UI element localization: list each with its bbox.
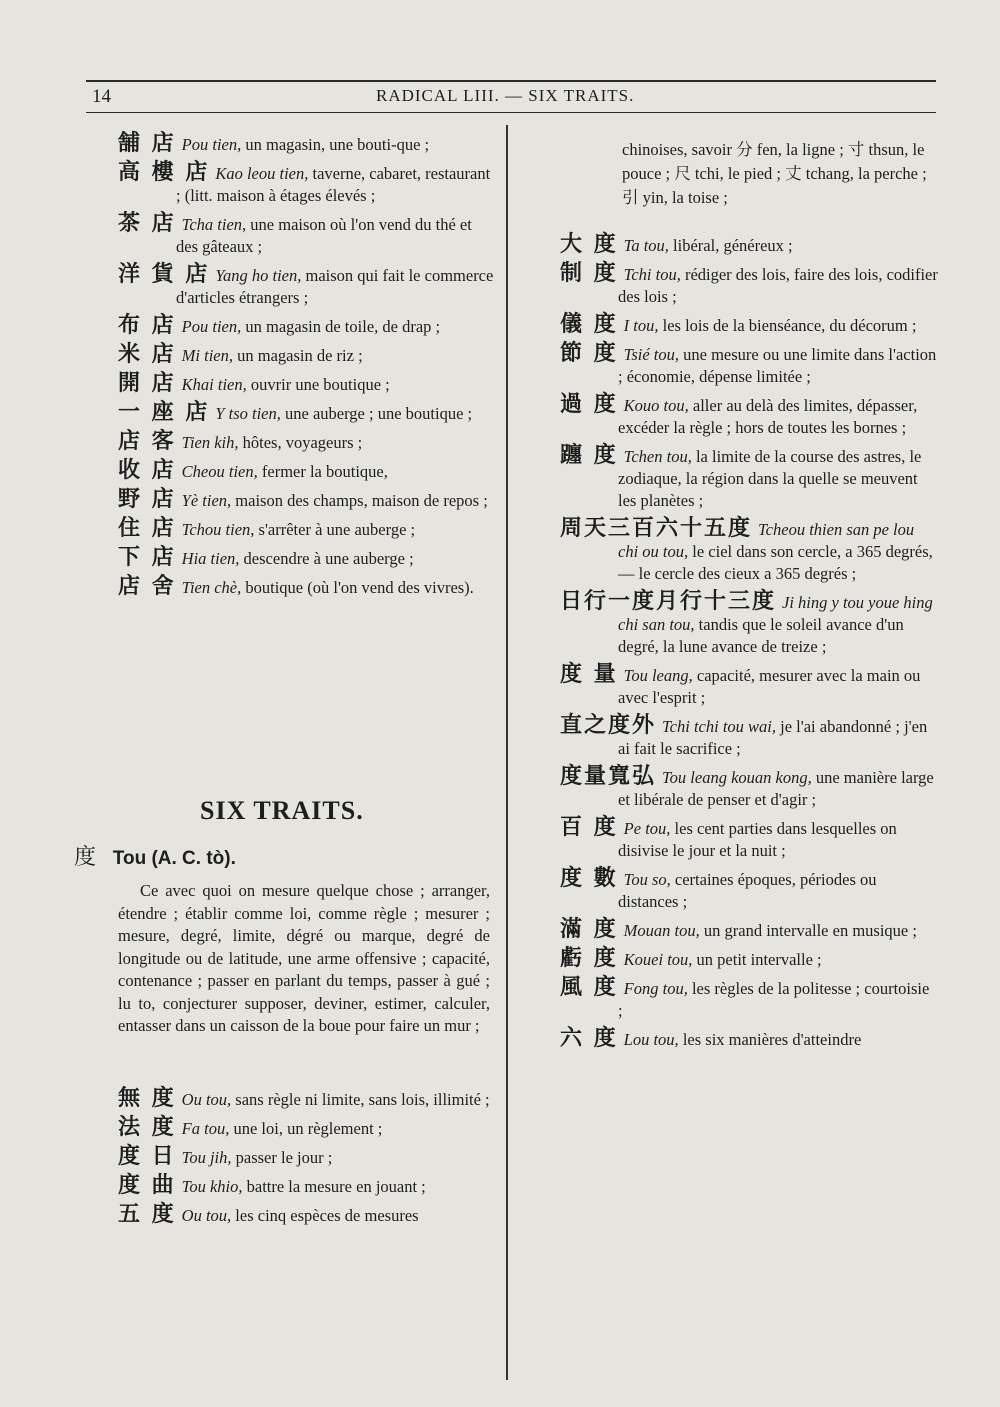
entry-romanization: Tchi tou, (623, 265, 681, 284)
entry-romanization: Kouo tou, (623, 396, 689, 415)
entry-hanzi: 日行一度月行十三度 (560, 589, 777, 614)
dictionary-entry (118, 1088, 496, 1111)
entry-definition: taverne, cabaret, restaurant ; (litt. maison à étages élevés ; (176, 164, 491, 205)
dictionary-entry (560, 1028, 938, 1051)
entry-hanzi: 度 量 (560, 662, 618, 687)
entry-hanzi: 度 數 (560, 866, 618, 891)
entry-romanization: Tien chè, (181, 578, 242, 597)
entry-romanization: Ou tou, (181, 1090, 232, 1109)
dictionary-entry (118, 344, 496, 367)
entry-romanization: Ji hing y tou youe hing chi san tou, (618, 593, 933, 634)
entry-hanzi: 開 店 (118, 371, 176, 396)
entry-romanization: Mouan tou, (623, 921, 700, 940)
entry-romanization: Tien kih, (181, 433, 239, 452)
entry-definition: battre la mesure en jouant ; (242, 1177, 426, 1196)
entry-romanization: Tou jih, (181, 1148, 232, 1167)
dictionary-entry (118, 402, 496, 425)
entry-definition: maison des champs, maison de repos ; (231, 491, 488, 510)
entry-hanzi: 儀 度 (560, 312, 618, 337)
entry-hanzi: 住 店 (118, 516, 176, 541)
entry-hanzi: 米 店 (118, 342, 176, 367)
entry-romanization: Tchi tchi tou wai, (662, 717, 777, 736)
entry-definition: maison qui fait le commerce d'articles étrangers ; (176, 266, 494, 307)
dictionary-entry (560, 263, 938, 308)
entry-definition: les lois de la bienséance, du décorum ; (658, 316, 917, 335)
dictionary-entry (560, 591, 938, 658)
page-number: 14 (92, 86, 111, 107)
entry-romanization: Cheou tien, (181, 462, 258, 481)
dictionary-entry (560, 766, 938, 811)
entry-romanization: Pe tou, (623, 819, 671, 838)
entry-hanzi: 大 度 (560, 232, 618, 257)
entry-definition: une loi, un règlement ; (229, 1119, 383, 1138)
entry-romanization: Tcheou thien san pe lou chi ou tou, (618, 520, 915, 561)
dictionary-entry (560, 664, 938, 709)
entry-definition: boutique (où l'on vend des vivres). (241, 578, 474, 597)
entry-definition: aller au delà des limites, dépasser, excéder la règle ; hors de toutes les bornes ; (618, 396, 918, 437)
entry-hanzi: 度 日 (118, 1144, 176, 1169)
entry-definition: je l'ai abandonné ; j'en ai fait le sacrifice ; (618, 717, 928, 758)
entry-romanization: Tou leang kouan kong, (662, 768, 812, 787)
entry-romanization: Mi tien, (181, 346, 233, 365)
entry-hanzi: 無 度 (118, 1086, 176, 1111)
dictionary-entry (118, 373, 496, 396)
entry-hanzi: 一 座 店 (118, 400, 210, 425)
entry-definition: les cinq espèces de mesures (231, 1206, 419, 1225)
entry-hanzi: 過 度 (560, 392, 618, 417)
entry-romanization: Pou tien, (181, 135, 242, 154)
entry-hanzi: 高 樓 店 (118, 160, 210, 185)
dictionary-entry (118, 133, 496, 156)
dictionary-entry (560, 314, 938, 337)
dictionary-entry (118, 1204, 496, 1227)
page-header (86, 80, 936, 113)
entry-definition: le ciel dans son cercle, a 365 degrés, — le cercle des cieux a 365 degrés ; (618, 542, 933, 583)
entry-definition: capacité, mesurer avec la main ou avec l'esprit ; (618, 666, 921, 707)
dictionary-entry (118, 162, 496, 207)
entry-hanzi: 直之度外 (560, 713, 657, 738)
head-text: Tou (A. C. tò). (112, 848, 236, 869)
entry-definition: un magasin de riz ; (233, 346, 363, 365)
entry-definition: fermer la boutique, (257, 462, 388, 481)
left-column (118, 133, 496, 605)
entry-hanzi: 風 度 (560, 975, 618, 1000)
entry-definition: les cent parties dans lesquelles on disivise le jour et la nuit ; (618, 819, 897, 860)
entry-romanization: Tou so, (623, 870, 671, 889)
dictionary-entry (118, 213, 496, 258)
entry-definition: la limite de la course des astres, le zodiaque, la région dans la quelle se meuvent les planètes ; (618, 447, 922, 510)
entry-definition: les règles de la politesse ; courtoisie ; (618, 979, 930, 1020)
entry-hanzi: 野 店 (118, 487, 176, 512)
entry-definition: un petit intervalle ; (692, 950, 822, 969)
entry-romanization: Ou tou, (181, 1206, 232, 1225)
dictionary-entry (118, 489, 496, 512)
dictionary-entry (560, 868, 938, 913)
entry-hanzi: 舗 店 (118, 131, 176, 156)
entry-hanzi: 店 客 (118, 429, 176, 454)
entry-definition: une mesure ou une limite dans l'action ; économie, dépense limitée ; (618, 345, 937, 386)
entry-hanzi: 周天三百六十五度 (560, 516, 753, 541)
entry-definition: ouvrir une boutique ; (246, 375, 390, 394)
dictionary-entry (560, 977, 938, 1022)
entry-definition: hôtes, voyageurs ; (238, 433, 363, 452)
dictionary-entry (118, 576, 496, 599)
entry-hanzi: 躔 度 (560, 443, 618, 468)
entry-hanzi: 六 度 (560, 1026, 618, 1051)
dictionary-entry (560, 394, 938, 439)
entry-definition: certaines époques, périodes ou distances ; (618, 870, 877, 911)
entry-hanzi: 度量寬弘 (560, 764, 657, 789)
entry-definition: une auberge ; une boutique ; (280, 404, 473, 423)
entry-hanzi: 店 舍 (118, 574, 176, 599)
entry-hanzi: 布 店 (118, 313, 176, 338)
entry-romanization: Y tso tien, (215, 404, 281, 423)
entry-romanization: Yè tien, (181, 491, 232, 510)
entry-definition: tandis que le soleil avance d'un degré, la lune avance de treize ; (618, 615, 904, 656)
dictionary-entry (560, 948, 938, 971)
running-title: RADICAL LIII. — SIX TRAITS. (376, 86, 635, 105)
dictionary-entry (118, 264, 496, 309)
entry-romanization: Tsié tou, (623, 345, 679, 364)
entry-romanization: Hia tien, (181, 549, 240, 568)
entry-romanization: Ta tou, (623, 236, 669, 255)
dictionary-entry (560, 817, 938, 862)
column-divider (506, 125, 508, 1380)
entry-romanization: Tchou tien, (181, 520, 255, 539)
entry-hanzi: 滿 度 (560, 917, 618, 942)
dictionary-entry (118, 518, 496, 541)
entry-definition: un magasin de toile, de drap ; (241, 317, 441, 336)
entry-hanzi: 五 度 (118, 1202, 176, 1227)
entry-romanization: Tchen tou, (623, 447, 692, 466)
entry-hanzi: 度 曲 (118, 1173, 176, 1198)
entry-romanization: Yang ho tien, (215, 266, 302, 285)
entry-definition: rédiger des lois, faire des lois, codifier des lois ; (618, 265, 938, 306)
right-continuation: chinoises, savoir 分 fen, la ligne ; 寸 thsun, le pouce ; 尺 tchi, le pied ; 丈 tchang, la perche ; 引 yin, la toise ; (622, 140, 927, 207)
dictionary-entry (118, 547, 496, 570)
entry-romanization: Kouei tou, (623, 950, 693, 969)
entry-romanization: Kao leou tien, (215, 164, 309, 183)
dictionary-entry (118, 1175, 496, 1198)
entry-hanzi: 節 度 (560, 341, 618, 366)
dictionary-entry (560, 445, 938, 512)
head-hanzi: 度 (74, 845, 97, 870)
entry-romanization: Fa tou, (181, 1119, 230, 1138)
entry-hanzi: 下 店 (118, 545, 176, 570)
entry-definition: sans règle ni limite, sans lois, illimité ; (231, 1090, 490, 1109)
entry-definition: descendre à une auberge ; (239, 549, 414, 568)
entry-romanization: Lou tou, (623, 1030, 679, 1049)
entry-definition: s'arrêter à une auberge ; (254, 520, 416, 539)
dictionary-entry (118, 460, 496, 483)
entry-definition: passer le jour ; (231, 1148, 333, 1167)
entry-definition: un grand intervalle en musique ; (699, 921, 917, 940)
dictionary-entry (560, 234, 938, 257)
entry-romanization: Fong tou, (623, 979, 688, 998)
dictionary-entry (560, 715, 938, 760)
dictionary-entry (118, 1117, 496, 1140)
entry-hanzi: 茶 店 (118, 211, 176, 236)
entry-hanzi: 制 度 (560, 261, 618, 286)
entry-romanization: Tcha tien, (181, 215, 247, 234)
entry-romanization: Khai tien, (181, 375, 247, 394)
entry-hanzi: 洋 貨 店 (118, 262, 210, 287)
dictionary-entry (560, 919, 938, 942)
entry-definition: un magasin, une bouti-que ; (241, 135, 430, 154)
entry-romanization: I tou, (623, 316, 659, 335)
entry-romanization: Pou tien, (181, 317, 242, 336)
entry-romanization: Tou leang, (623, 666, 693, 685)
entry-definition: une manière large et libérale de penser et d'agir ; (618, 768, 934, 809)
dictionary-entry (560, 343, 938, 388)
entry-romanization: Tou khio, (181, 1177, 243, 1196)
dictionary-entry (118, 1146, 496, 1169)
dictionary-entry (560, 518, 938, 585)
entry-hanzi: 法 度 (118, 1115, 176, 1140)
definition-paragraph: Ce avec quoi on mesure quelque chose ; arranger, étendre ; établir comme loi, comme règle ; mesurer ; mesure, degré, limite, dégré ou marque, degré de longitude ou de latitude, une arme offensive ; capacité, contenance ; passer en parlant du temps, passer à gué ; lu to, conjecturer supposer, deviner, estimer, calculer, entasser dans un caisson de la boue pour faire un mur ; (118, 881, 490, 1035)
entry-hanzi: 虧 度 (560, 946, 618, 971)
dictionary-entry (118, 431, 496, 454)
dictionary-entry (118, 315, 496, 338)
entry-definition: une maison où l'on vend du thé et des gâteaux ; (176, 215, 472, 256)
head-entry (74, 840, 236, 871)
entry-definition: les six manières d'atteindre (678, 1030, 862, 1049)
entry-hanzi: 百 度 (560, 815, 618, 840)
section-heading: SIX TRAITS. (200, 796, 364, 825)
entry-definition: libéral, généreux ; (668, 236, 793, 255)
right-column (560, 234, 938, 1057)
left-column-lower (118, 1088, 496, 1233)
entry-hanzi: 收 店 (118, 458, 176, 483)
